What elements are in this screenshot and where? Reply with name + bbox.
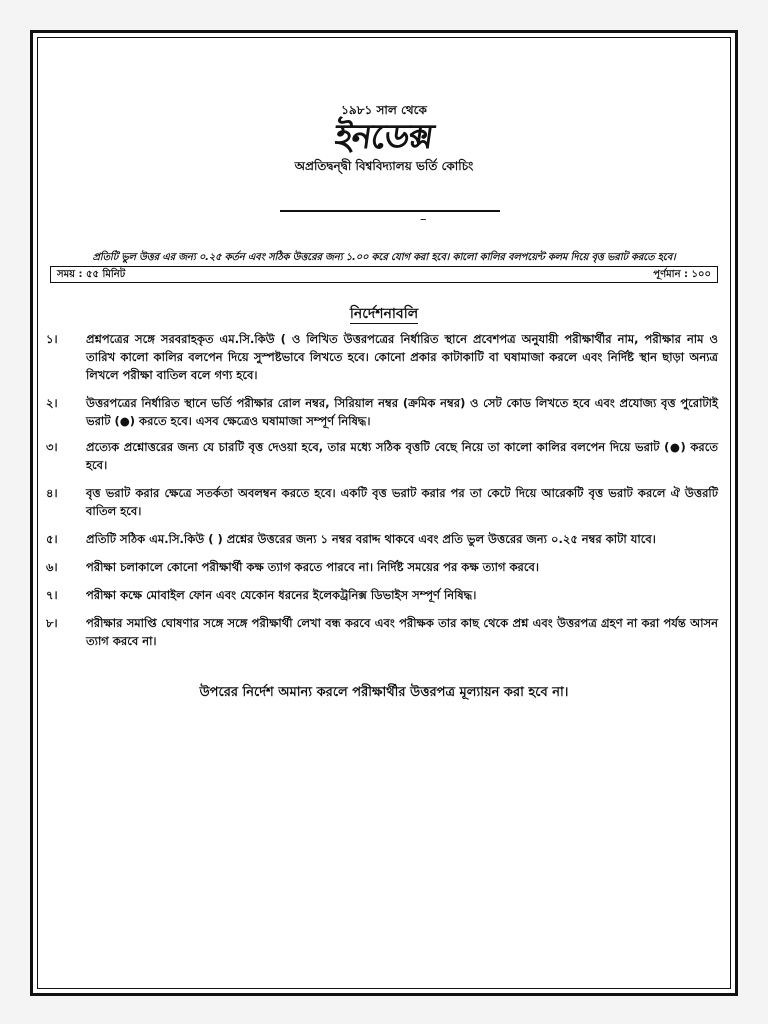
full-marks: পূর্ণমান : ১০০ [653, 269, 711, 280]
instruction-number: ৫। [46, 532, 58, 546]
instruction-number: ৮। [46, 616, 58, 630]
instruction-number: ৭। [46, 588, 58, 602]
instruction-item [46, 530, 718, 548]
marking-notice: প্রতিটি ভুল উত্তর এর জন্য ০.২৫ কর্তন এবং সঠিক উত্তরের জন্য ১.০০ করে যোগ করা হবে। কালো কালির বলপয়েন্ট কলম দিয়ে বৃত্ত ভরাট করতে হবে। [92, 252, 676, 263]
exam-meta-box [50, 266, 718, 283]
brand-logo: ইনডেক্স [332, 117, 436, 157]
instructions-heading-label: নির্দেশনাবলি [349, 306, 419, 322]
instruction-item [46, 586, 718, 604]
instruction-item [46, 558, 718, 576]
title-dash: – [420, 212, 427, 227]
instruction-number: ১। [46, 332, 58, 346]
instruction-text: প্রত্যেক প্রশ্নোত্তরের জন্য যে চারটি বৃত্ত দেওয়া হবে, তার মধ্যে সঠিক বৃত্তটি বেছে নিয়ে তা কালো কালির বলপেন দিয়ে ভরাট (●) করতে হবে। [86, 440, 718, 472]
instruction-text: পরীক্ষা কক্ষে মোবাইল ফোন এবং যেকোন ধরনের ইলেকট্রনিক্স ডিভাইস সম্পূর্ণ নিষিদ্ধ। [86, 588, 477, 602]
instruction-item [46, 438, 718, 474]
instruction-text: উত্তরপত্রের নির্ধারিত স্থানে ভর্তি পরীক্ষার রোল নম্বর, সিরিয়াল নম্বর (ক্রমিক নম্বর) ও সেট কোড লিখতে হবে এবং প্রযোজ্য বৃত্ত পুরোটাই ভরাট (●) করতে হবে। এসব ক্ষেত্রেও ঘষামাজা সম্পূর্ণ নিষিদ্ধ। [86, 396, 718, 428]
instruction-item [46, 484, 718, 520]
instruction-item [46, 330, 718, 384]
tagline: অপ্রতিদ্বন্দ্বী বিশ্ববিদ্যালয় ভর্তি কোচিং [294, 159, 474, 173]
instruction-text: বৃত্ত ভরাট করার ক্ষেত্রে সতর্কতা অবলম্বন করতে হবে। একটি বৃত্ত ভরাট করার পর তা কেটে দিয়ে আরেকটি বৃত্ত ভরাট করলে ঐ উত্তরটি বাতিল হবে। [86, 486, 718, 518]
exam-sheet [30, 30, 738, 996]
instruction-number: ২। [46, 396, 58, 410]
instruction-item [46, 614, 718, 650]
footer-warning: উপরের নির্দেশ অমান্য করলে পরীক্ষার্থীর উত্তরপত্র মূল্যায়ন করা হবে না। [199, 685, 569, 700]
instruction-text: পরীক্ষার সমাপ্তি ঘোষণার সঙ্গে সঙ্গে পরীক্ষার্থী লেখা বন্ধ করবে এবং পরীক্ষক তার কাছ থেকে প্রশ্ন এবং উত্তরপত্র গ্রহণ না করা পর্যন্ত আসন ত্যাগ করবে না। [86, 616, 718, 648]
instruction-text: প্রশ্নপত্রের সঙ্গে সরবরাহকৃত এম.সি.কিউ ( ও লিখিত উত্তরপত্রের নির্ধারিত স্থানে প্রবেশপত্র অনুযায়ী পরীক্ষার্থীর নাম, পরীক্ষার নাম ও তারিখ কালো কালির বলপেন দিয়ে সুস্পষ্টভাবে লিখতে হবে। কোনো প্রকার কাটাকাটি বা ঘষামাজা করলে এবং নির্দিষ্ট স্থান ছাড়া অন্যত্র লিখলে পরীক্ষা বাতিল বলে গণ্য হবে। [86, 332, 718, 382]
exam-time: সময় : ৫৫ মিনিট [57, 269, 126, 280]
inner-border [37, 37, 731, 989]
instruction-number: ৩। [46, 440, 58, 454]
title-blank-line [280, 210, 500, 212]
since-text: ১৯৮১ সাল থেকে [341, 103, 427, 117]
instruction-number: ৬। [46, 560, 58, 574]
instructions-heading [38, 302, 730, 326]
instruction-text: প্রতিটি সঠিক এম.সি.কিউ ( ) প্রশ্নের উত্তরের জন্য ১ নম্বর বরাদ্দ থাকবে এবং প্রতি ভুল উত্তরের জন্য ০.২৫ নম্বর কাটা যাবে। [86, 532, 656, 546]
instruction-text: পরীক্ষা চলাকালে কোনো পরীক্ষার্থী কক্ষ ত্যাগ করতে পারবে না। নির্দিষ্ট সময়ের পর কক্ষ ত্যাগ করবে। [86, 560, 540, 574]
instruction-number: ৪। [46, 486, 58, 500]
instruction-item [46, 394, 718, 430]
